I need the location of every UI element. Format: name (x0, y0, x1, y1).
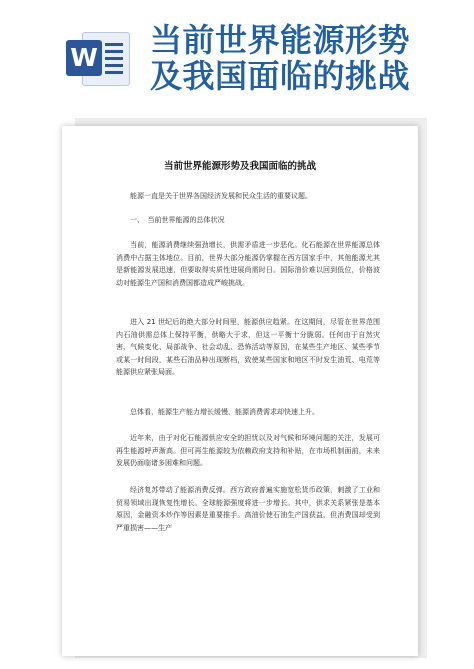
paragraph-recovery: 经济复苏带动了能源消费反弹。西方政府普遍实施宽松货币政策，刺激了工业和贸易领域出现恢复性增长。全球能源强度将进一步增长。其中，供求关系紧张是基本原因，金融资本炒作等因素是重要推手。高油价使石油生产国获益，但消费国却受到严重损害——生产 (116, 486, 380, 532)
word-letter-badge: W (66, 40, 102, 76)
document-title: 当前世界能源形势及我国面临的挑战 (163, 161, 316, 172)
section-heading: 一、 当前世界能源的总体状况 (130, 216, 225, 224)
paragraph-intro: 能源一直是关于世界各国经济发展和民众生活的重要议题。 (130, 192, 312, 200)
word-document-icon (66, 32, 130, 84)
banner-title-line-1: 当前世界能源形势 (150, 21, 411, 59)
paragraph-summary: 总体看，能源生产能力增长缓慢，能源消费需求却快速上升。 (130, 408, 319, 416)
paragraph-supply: 进入 21 世纪后的绝大部分时间里，能源供应趋紧。在这期间，尽管在世界范围内石油供需总体上保持平衡，供略大于求，但这一平衡十分脆弱。任何由于自然灾害、气候变化、局部战争、社会动乱、恐怖活动等原因，在某些生产地区、某些季节或某一时间段，某些石油品种出现断档，致使某些国家和地区不时发生油荒、电荒等能源供应紧张局面。 (116, 318, 380, 377)
paragraph-overview: 当前，能源消费继续强劲增长，供需矛盾进一步恶化。化石能源在世界能源总体消费中占据主体地位。目前，世界大部分能源仍掌握在西方国家手中，其他能源尤其是新能源发展迅速，但要取得实质性进展尚需时日。国际油价难以回到低位，价格波动对能源生产国和消费国都造成严峻挑战。 (116, 241, 380, 287)
header-banner (0, 0, 474, 115)
paragraph-renewables: 近年来，由于对化石能源供应安全的担忧以及对气候和环境问题的关注，发展可再生能源呼声渐高。但可再生能源较为依赖政府支持和补贴，在市场机制面前，未来发展仍面临诸多困难和问题。 (116, 434, 380, 468)
banner-title-line-2: 及我国面临的挑战 (150, 57, 411, 95)
banner-title (150, 22, 470, 94)
document-page (62, 126, 418, 656)
